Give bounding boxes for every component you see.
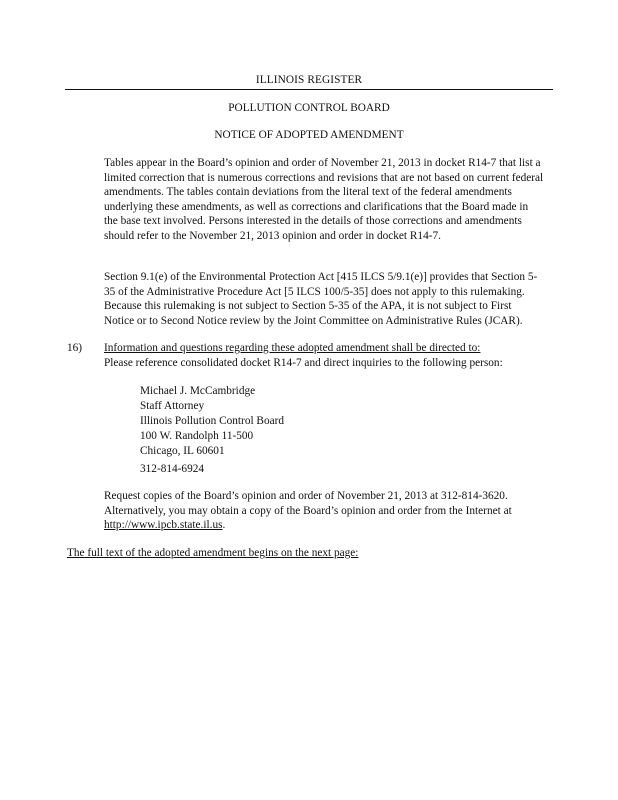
item-number: 16)	[67, 342, 83, 354]
contact-block	[140, 384, 440, 459]
register-title-text: ILLINOIS REGISTER	[252, 74, 366, 86]
contact-phone: 312-814-6924	[140, 463, 205, 475]
notice-title: NOTICE OF ADOPTED AMENDMENT	[214, 129, 404, 141]
header-rule	[65, 89, 553, 90]
board-title: POLLUTION CONTROL BOARD	[228, 102, 390, 114]
full-text-notice: The full text of the adopted amendment begins on the next page:	[67, 547, 359, 559]
contact-org: Illinois Pollution Control Board	[140, 415, 285, 427]
board-website-link[interactable]: http://www.ipcb.state.il.us	[104, 519, 223, 532]
request-paragraph	[104, 489, 544, 533]
register-title	[0, 73, 618, 88]
item-heading: Information and questions regarding these adopted amendment shall be directed to:	[104, 342, 481, 354]
contact-name: Michael J. McCambridge	[140, 385, 256, 397]
contact-title: Staff Attorney	[140, 400, 205, 412]
item-instruction: Please reference consolidated docket R14-7 and direct inquiries to the following person:	[104, 356, 503, 369]
request-end: .	[222, 519, 226, 532]
request-text: Request copies of the Board’s opinion and order of November 21, 2013 at 312-814-3620. Alternatively, you may obtain a copy of the Board’s opinion and order from the Internet at	[104, 490, 512, 517]
contact-city: Chicago, IL 60601	[140, 445, 225, 457]
section-paragraph: Section 9.1(e) of the Environmental Protection Act [415 ILCS 5/9.1(e)] provides that Section 5-35 of the Administrative Procedure Act [5 ILCS 100/5-35] does not apply to this rulemaking. Because this rulemaking is not subject to Section 5-35 of the APA, it is not subject to First Notice or to Second Notice review by the Joint Committee on Administrative Rules (JCAR).	[104, 271, 538, 327]
tables-paragraph: Tables appear in the Board’s opinion and order of November 21, 2013 in docket R14-7 that list a limited correction that is numerous corrections and revisions that are not based on current federal amendments. The tables contain deviations from the literal text of the federal amendments underlying these amendments, as well as corrections and clarifications that the Board made in the base text involved. Persons interested in the details of those corrections and amendments should refer to the November 21, 2013 opinion and order in docket R14-7.	[104, 157, 544, 242]
item-16	[104, 341, 544, 370]
contact-street: 100 W. Randolph 11-500	[140, 430, 254, 442]
